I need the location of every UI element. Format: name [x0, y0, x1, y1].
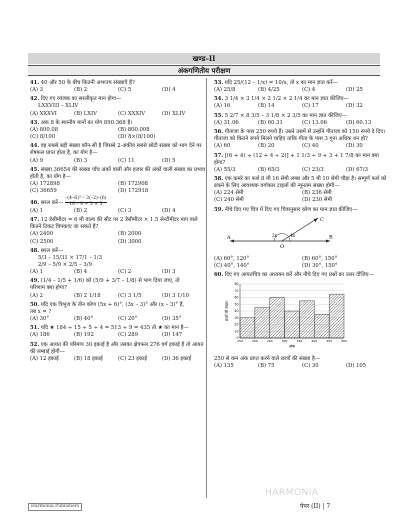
option-d[interactable]: (D) 25: [346, 87, 363, 94]
option-c[interactable]: (C) XXXIV: [118, 110, 146, 117]
option-d[interactable]: (D) 230 सेमी: [302, 197, 332, 204]
option-b[interactable]: (B) 4: [74, 269, 88, 276]
option-d[interactable]: (D) 5: [162, 157, 176, 164]
option-d[interactable]: (D) 32: [346, 103, 363, 110]
option-a[interactable]: (A) 31.06: [214, 119, 239, 126]
option-a[interactable]: (A) 55/3: [214, 166, 236, 173]
svg-text:B: B: [329, 234, 333, 241]
option-b[interactable]: (B) 20: [258, 143, 275, 150]
option-b[interactable]: (B) 2000: [118, 231, 142, 238]
question-47: 47. 12 डेसीमीटर = 6 मी वाल्व की सीट पर 2 डेसीमीटर × 1.5 सेन्टीमीटर माप वाले कितने टिकट चिपकाए जा सकते हैं? (A) 2400 (B) 2000 (C) 2500 (D) 3000: [30, 217, 206, 245]
option-a[interactable]: (A) 135: [214, 363, 234, 370]
option-a[interactable]: (A) 2: [30, 292, 44, 299]
option-c[interactable]: (C) 3: [118, 207, 132, 214]
x-tick-label: 300: [281, 339, 288, 344]
question-53: 53. यदि 25/(12 – 1/x) = 10/x, तो x का मान ज्ञात करें— (A) 25/8 (B) 4/25 (C) 4 (D) 25: [214, 80, 390, 94]
option-b[interactable]: (B) 14: [258, 103, 275, 110]
option-b[interactable]: (B) LXIV: [74, 110, 97, 117]
y-tick-label: 50: [234, 302, 239, 307]
option-c[interactable]: (C) 40°, 140°: [214, 262, 250, 269]
option-d[interactable]: (D) 67/3: [346, 166, 368, 173]
svg-text:A: A: [227, 234, 231, 241]
option-c[interactable]: (C) 23 इकाई: [118, 355, 147, 362]
option-c[interactable]: (C) 23/3: [302, 166, 324, 173]
right-column: [214, 80, 390, 373]
question-58: 58. एक कमरे का फर्श 8 मी 16 सेमी लम्बा और 5 मी 10 सेमी चौड़ा है। सम्पूर्ण फर्श को ढकने के लिए आवश्यक वर्गाकार टाइलों की न्यूनतम संख्या होगी— (A) 224 सेमी (B) 236 सेमी (C) 240 सेमी (D) 230 सेमी: [214, 176, 390, 204]
question-52: 52. एक आयत की परिमाप 30 इकाई है और उसका क्षेत्रफल 276 वर्ग इकाई है तो आयत की लम्बाई होगी— (A) 12 इकाई (B) 18 इकाई (C) 23 इकाई (D) 36 इकाई: [30, 342, 206, 363]
question-57: 57. [(6 + 4) ÷ (12 + 4 ÷ 2)] + 1 1/3 ÷ 9 + 3 + 1 7/8 का मान क्या होगा? (A) 55/3 (B) 65/3 (C) 23/3 (D) 67/3: [214, 153, 390, 174]
column-divider: [206, 78, 207, 498]
question-44: 44. वह सबसे बड़ी संख्या कौन-सी है जिससे 2-अंकीय सबसे छोटी संख्या को भाग देने पर शेषफल प्राप्त होता है, का योग है— (A) 9 (B) 3 (C) 11 (D) 5: [30, 143, 206, 164]
x-tick-label: 450: [326, 339, 333, 344]
option-a[interactable]: (A) 60: [214, 143, 231, 150]
angle-diagram: [226, 215, 390, 254]
ray-oc: [282, 218, 318, 241]
option-b[interactable]: (B) 65/3: [258, 166, 280, 173]
histogram-svg: [224, 280, 348, 352]
question-42: 42. दिए गए व्यंजक का सरलीकृत मान होगा— LXXVIII – XLIV (A) XXXVI (B) LXIV (C) XXXIV (D) XLIV: [30, 96, 206, 117]
option-b[interactable]: (B) 40°: [74, 316, 94, 322]
option-a[interactable]: (A) 25/8: [214, 87, 236, 94]
y-axis-label: छात्रों की संख्या: [225, 301, 229, 322]
option-c[interactable]: (C) 8/100: [30, 134, 56, 141]
option-b[interactable]: (B) 4/25: [258, 87, 280, 94]
option-b[interactable]: (B) 172908: [118, 180, 148, 187]
option-b[interactable]: (B) 3: [74, 157, 88, 164]
watermark: HARMONIA: [265, 488, 319, 498]
y-tick-label: 20: [234, 322, 239, 327]
question-43: 43. अंक 8 के स्थानीय मानों का योग 890.368 है। (A) 800.08 (B) 800.008 (C) 8/100 (D) 8×(8/100): [30, 120, 206, 141]
y-tick-label: 70: [234, 289, 239, 294]
question-55: 55. 5 2/7 × 8 3/5 – 3 1/8 × 2 3/5 का मान ज्ञात कीजिए— (A) 31.06 (B) 60.31 (C) 13.06 (D) 60.13: [214, 113, 390, 127]
option-a[interactable]: (A) 2400: [30, 231, 54, 238]
option-d[interactable]: (D) 35°: [162, 316, 182, 322]
option-a[interactable]: (A) XXXVI: [30, 110, 57, 117]
histogram-bar: [270, 298, 285, 339]
option-d[interactable]: (D) 3 1/10: [162, 292, 190, 299]
x-axis-label: अंक: [288, 343, 296, 349]
option-a[interactable]: (A) 186: [30, 332, 50, 339]
svg-text:C: C: [320, 216, 324, 223]
svg-text:4x: 4x: [290, 232, 296, 238]
option-c[interactable]: (C) 11: [118, 157, 135, 164]
option-a[interactable]: (A) 1: [30, 269, 44, 276]
option-c[interactable]: (C) 20°: [118, 316, 138, 322]
option-c[interactable]: (C) 3 1/5: [118, 292, 142, 299]
option-d[interactable]: (D) 3000: [118, 238, 142, 245]
angle-diagram-svg: [226, 215, 336, 251]
footer-logo: Harmonia Publishers: [28, 503, 82, 511]
option-a[interactable]: (A) 12 इकाई: [30, 355, 59, 362]
option-d[interactable]: (D) 30: [346, 143, 363, 150]
option-b[interactable]: (B) 60°, 150°: [302, 255, 338, 262]
option-d[interactable]: (D) 60.13: [346, 119, 372, 126]
option-b[interactable]: (B) 2 1/18: [74, 292, 101, 299]
option-c[interactable]: (C) 2: [118, 269, 132, 276]
question-56: 56. गीताजा के पास 250 रुपये हैं। उसने उसमें से उन्होंने गीताजा को 150 रुपये दे दिए। गीताजा को कितने रुपये मिलने चाहिए ताकि गीता के पास 3 गुना अधिक धन हो? (A) 60 (B) 20 (C) 40 (D) 30: [214, 129, 390, 150]
option-a[interactable]: (A) 3: [30, 87, 44, 94]
x-tick-label: 150: [237, 339, 243, 344]
histogram: [224, 280, 390, 355]
y-tick-label: 0: [236, 336, 239, 341]
section-subtitle: अंकगणितीय परीक्षण: [28, 65, 380, 76]
histogram-bar: [314, 315, 329, 339]
option-b[interactable]: (B) 800.008: [118, 126, 150, 133]
arrow-c-icon: [314, 218, 318, 222]
question-45: 45. संख्या 36654 की संख्या पाँच अंकों वाली और हजार की अंकों वाली संख्या का प्रभाव होती है, का योग है— (A) 172898 (B) 172908 (C) 36659 (D) 172918: [30, 166, 206, 195]
question-50: 50. यदि एक त्रिभुज के तीन कोण (5x + 6)°, (3x – 3)° और (x – 3)° हैं, तब x = ? (A) 30° (B) 40° (C) 20° (D) 35°: [30, 302, 206, 323]
option-d[interactable]: (D) 30°, 150°: [302, 262, 338, 269]
question-59: 59. नीचे दिए गए चित्र में दिए गए चित्रानुसार कोण का मान ज्ञात कीजिए— A B C O 2x 4x (A) 60°, 120° (B) 60°, 150° (C) 40°, 140° (D) 30°, 150°: [214, 207, 390, 270]
page-number: पेपर (II) | 7: [300, 503, 331, 510]
section-header: खण्ड–II: [28, 53, 380, 64]
x-tick-label: 350: [296, 339, 303, 344]
question-48: 48. सरल करें— 5/3 – 15/31 × 17/1 – 1/3 2/9 – 5/9 × 2/5 – 3/9 (A) 1 (B) 4 (C) 2 (D) 3: [30, 248, 206, 276]
option-c[interactable]: (C) 2500: [30, 238, 54, 245]
option-d[interactable]: (D) 105: [346, 363, 367, 370]
option-a[interactable]: (A) 16: [214, 103, 231, 110]
question-54: 54. 3 1/4 × 3 1/4 × 2 1/2 × 2 1/4 का मान ज्ञात कीजिए— (A) 16 (B) 14 (C) 17 (D) 32: [214, 96, 390, 110]
option-c[interactable]: (C) 5: [118, 87, 132, 94]
option-c[interactable]: (C) 240 सेमी: [214, 197, 244, 204]
option-c[interactable]: (C) 4: [302, 87, 316, 94]
option-a[interactable]: (A) 1: [30, 207, 44, 214]
option-a[interactable]: (A) 60°, 120°: [214, 255, 250, 262]
option-d[interactable]: (D) XLIV: [162, 110, 186, 117]
question-49: 49. (1/4 – 1/5 + 1/6) को (5/9 + 3/7 – 1/8) से भाग दिया जाए, तो परिणाम क्या होगा? (A) 2 (B) 2 1/18 (C) 3 1/5 (D) 3 1/10: [30, 278, 206, 299]
option-a[interactable]: (A) 30°: [30, 316, 50, 322]
y-tick-label: 80: [234, 282, 239, 287]
y-tick-label: 30: [234, 316, 239, 321]
histogram-bar: [255, 308, 270, 338]
question-46: 46. सरल करें— $\frac{\text{–(4–6)³ – 3(–2)–(6)}}{18 - 9 \div 3 \times 5}$ (A) 1 (B) 2 (C) 3 (D) 4: [30, 197, 206, 215]
option-c[interactable]: (C) 30: [302, 363, 319, 370]
histogram-bar: [285, 311, 300, 338]
option-b[interactable]: (B) 60.31: [258, 119, 283, 126]
option-b[interactable]: (B) 192: [74, 332, 94, 339]
option-c[interactable]: (C) 17: [302, 103, 319, 110]
svg-text:O: O: [280, 243, 285, 250]
option-b[interactable]: (B) 236 सेमी: [302, 190, 332, 197]
option-c[interactable]: (C) 289: [118, 332, 138, 339]
x-tick-label: 400: [311, 339, 318, 344]
option-a[interactable]: (A) 172898: [30, 180, 60, 187]
histogram-bar: [299, 301, 314, 338]
y-tick-label: 10: [234, 329, 239, 334]
y-tick-label: 40: [234, 309, 239, 314]
option-a[interactable]: (A) 9: [30, 157, 44, 164]
question-60: 60. दिए गए आयतचित्र का अध्ययन करें और नीचे दिए गए प्रश्नों का उत्तर दीजिए— 0 10 20 30 40 50 60 70 80 150 200 250 300 350 400 450 500 अंक छात्रों की संख्या 250 से कम अंक प्राप्त करने वाले छात्रों की संख्या है— (A) 135 (B) 75 (C) 30 (D) 105: [214, 272, 390, 370]
option-a[interactable]: (A) 800.08: [30, 126, 59, 133]
question-51: 51. यदि ★ 184 ÷ 15 ÷ 5 ÷ 4 = 513 ÷ 9 = 435 तो ★ का मान है— (A) 186 (B) 192 (C) 289 (D) 147: [30, 325, 206, 339]
option-d[interactable]: (D) 4: [162, 87, 176, 94]
option-d[interactable]: (D) 36 इकाई: [162, 355, 192, 362]
x-tick-label: 250: [266, 339, 273, 344]
option-b[interactable]: (B) 2: [74, 87, 88, 94]
y-tick-label: 60: [234, 295, 239, 300]
option-d[interactable]: (D) 8×(8/100): [118, 134, 156, 141]
option-c[interactable]: (C) 36659: [30, 188, 57, 195]
left-column: [30, 80, 206, 365]
question-41: 41. 40 और 50 के बीच कितनी अभाज्य संख्याएँ हैं? (A) 3 (B) 2 (C) 5 (D) 4: [30, 80, 206, 94]
x-tick-label: 200: [251, 339, 258, 344]
histogram-bar: [329, 294, 344, 338]
svg-text:2x: 2x: [272, 232, 278, 238]
histogram-bar: [240, 318, 255, 338]
option-d[interactable]: (D) 147: [162, 332, 183, 339]
option-b[interactable]: (B) 2: [74, 207, 88, 214]
option-c[interactable]: (C) 13.06: [302, 119, 328, 126]
option-b[interactable]: (B) 18 इकाई: [74, 355, 103, 362]
option-b[interactable]: (B) 75: [258, 363, 275, 370]
x-tick-label: 500: [341, 339, 347, 344]
option-d[interactable]: (D) 172918: [118, 188, 149, 195]
option-d[interactable]: (D) 4: [162, 207, 176, 214]
option-c[interactable]: (C) 40: [302, 143, 319, 150]
option-d[interactable]: (D) 3: [162, 269, 176, 276]
option-a[interactable]: (A) 224 सेमी: [214, 190, 244, 197]
